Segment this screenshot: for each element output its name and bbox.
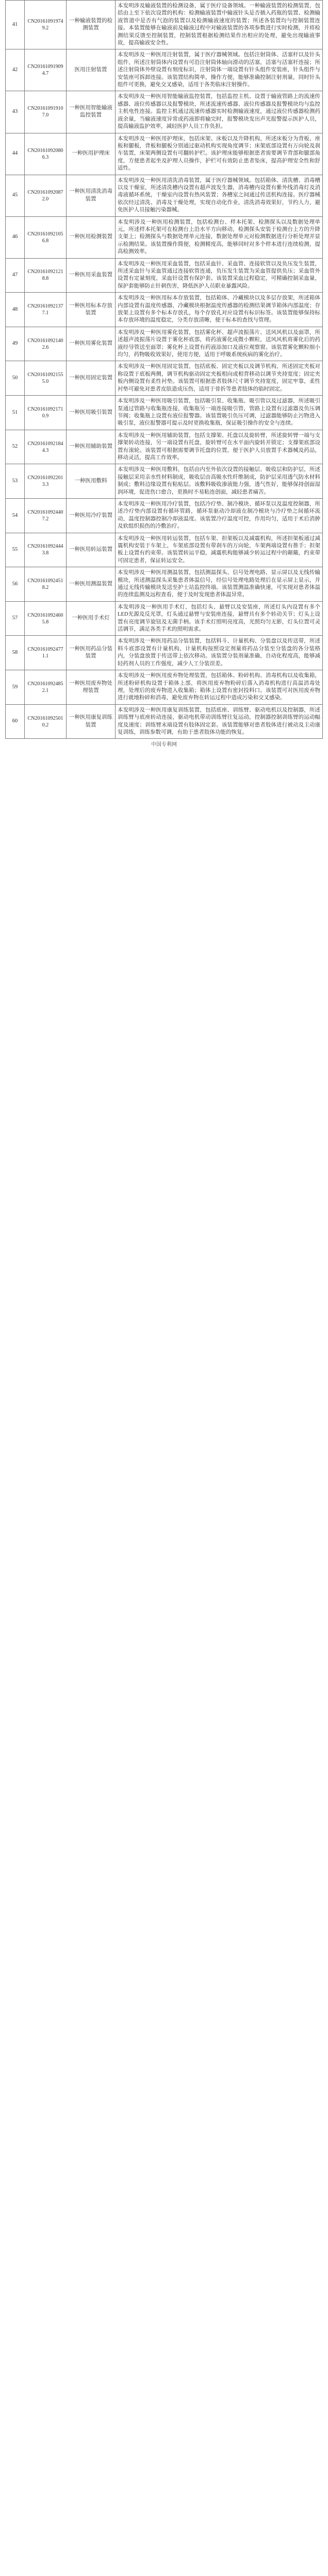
- patent-name: 一种医用手术灯: [67, 601, 116, 636]
- table-row: [6, 704, 323, 739]
- table-row: [6, 430, 323, 464]
- patent-abstract: 本发明涉及一种医用注射装置，属于医疗器械领域。包括注射筒体、活塞杆以及针头组件，所述注射筒体内设置有可沿注射筒体轴向滑动的活塞，活塞与活塞杆连接；所述注射筒体外壁设置有刻度标识，注射筒体一端设置有针头组件安装座，针头组件与安装座可拆卸连接。该装置结构简单，操作方便，能够准确控制注射剂量，同时针头组件可更换，避免交叉感染，适用于各类临床注射操作。: [116, 49, 323, 91]
- application-number: CN201610921555.0: [25, 361, 67, 396]
- row-number: 53: [6, 464, 25, 499]
- application-number: CN201610921710.9: [25, 396, 67, 430]
- row-number: 43: [6, 91, 25, 133]
- table-row: [6, 91, 323, 133]
- patent-abstract: 本发明涉及一种医用雾化装置，包括雾化杯、超声波振荡片、送风风机以及面罩，所述超声波振荡片设置于雾化杯底部，将药液雾化成微小颗粒，送风风机将雾化后的药液经导管送至面罩；雾化杯上设置有药液添加口及液位观察窗。该装置雾化颗粒细小均匀，药物吸收效果好，使用方便，适用于呼吸系统疾病的雾化治疗。: [116, 327, 323, 361]
- table-row: [6, 175, 323, 216]
- row-number: 58: [6, 636, 25, 670]
- patent-name: 一种医用测温装置: [67, 567, 116, 602]
- application-number: CN201610921056.8: [25, 216, 67, 258]
- table-row: [6, 464, 323, 499]
- patent-name: 一种医用辅助装置: [67, 430, 116, 464]
- patent-abstract: 本发明涉及一种医用测温装置，包括测温探头、信号处理电路、显示屏以及无线传输模块，所述测温探头采集患者体温信号，经信号处理电路处理后在显示屏上显示，并通过无线传输模块发送至护士站监控终端。该装置测温准确快速，可实现对患者体温的连续监测及远程查看，便于及时发现患者体温异常。: [116, 567, 323, 602]
- table-row: [6, 670, 323, 705]
- patent-name: 一种输液装置的检测装置: [67, 1, 116, 49]
- table-row: [6, 601, 323, 636]
- application-number: CN201610919094.7: [25, 49, 67, 91]
- row-number: 55: [6, 533, 25, 567]
- page-footer: 中国专利网: [151, 742, 177, 748]
- patent-abstract: 本发明涉及一种医用标本存放装置，包括箱体、冷藏模块以及多层存放架，所述箱体内部设置有温度传感器，冷藏模块根据温度传感器的检测结果调节箱体内部温度；存放架上设置有多个标本存放孔，每个存放孔对应设置有标识标签。该装置能够保持标本存放环境的温度稳定，分类存放清晰，便于标本的查找与管理。: [116, 293, 323, 327]
- patent-name: 一种医用固定装置: [67, 361, 116, 396]
- row-number: 54: [6, 498, 25, 533]
- application-number: CN201610924852.1: [25, 670, 67, 705]
- application-number: CN201610920872.0: [25, 175, 67, 216]
- patent-abstract: 本发明涉及一种医用固定装置，包括底板、固定夹板以及调节机构，所述固定夹板对称设置于底板两侧，调节机构驱动固定夹板相向或相背移动以调节夹持宽度；固定夹板内侧设置有柔性衬垫。该装置可根据患者肢体尺寸调节夹持宽度，固定牢靠，柔性衬垫可避免对患者皮肤造成压伤，适用于骨折等患者肢体的临时固定。: [116, 361, 323, 396]
- table-row: [6, 396, 323, 430]
- application-number: CN201610924443.8: [25, 533, 67, 567]
- row-number: 46: [6, 216, 25, 258]
- application-number: CN201610919749.2: [25, 1, 67, 49]
- application-number: CN201610921377.1: [25, 293, 67, 327]
- patent-abstract: 本发明涉及一种医用吸引装置，包括吸引泵、收集瓶、吸引管以及过滤器，所述吸引泵通过管路与收集瓶连接，收集瓶另一端连接吸引管，管路上设置有过滤器及负压调节阀；收集瓶上设置有液位报警器。该装置吸引负压可调，过滤器能够防止污物进入吸引泵，液位报警器可提示及时更换收集瓶，保证吸引操作的安全与连续。: [116, 396, 323, 430]
- application-number: CN201610922013.3: [25, 464, 67, 499]
- table-row: [6, 567, 323, 602]
- table-row: [6, 49, 323, 91]
- patent-name: 一种医用智能输液监控装置: [67, 91, 116, 133]
- table-row: [6, 533, 323, 567]
- patent-name: 一种医用标本存放装置: [67, 293, 116, 327]
- patent-abstract: 本发明涉及一种医用检测装置，包括检测台、样本托架、检测探头以及数据处理单元，所述样本托架可在检测台上沿水平方向移动，检测探头安装于检测台上方的升降支架上；检测探头与数据处理单元连接，数据处理单元对检测数据进行分析处理并显示检测结果。该装置操作简便，检测精度高，能够同时对多个样本进行连续检测，提高检测效率。: [116, 216, 323, 258]
- row-number: 44: [6, 133, 25, 175]
- table-row: [6, 258, 323, 293]
- patent-name: 一种医用雾化装置: [67, 327, 116, 361]
- patent-name: 一种医用采血装置: [67, 258, 116, 293]
- table-row: [6, 133, 323, 175]
- patent-name: 一种医用废弃物处理装置: [67, 670, 116, 705]
- patent-name: 一种医用药品分装装置: [67, 636, 116, 670]
- patent-name: 一种医用康复训练装置: [67, 704, 116, 739]
- row-number: 41: [6, 1, 25, 49]
- patent-name: 一种医用转运装置: [67, 533, 116, 567]
- table-row: [6, 1, 323, 49]
- row-number: 48: [6, 293, 25, 327]
- application-number: CN201610921402.6: [25, 327, 67, 361]
- patent-abstract: 本发明涉及一种医用护理床，包括床架、床板以及升降机构，所述床板分为背板、座板和腿板，背板和腿板分别通过驱动机构实现角度调节；床架底部设置有万向轮及刹车装置，床架两侧设置有可翻转护栏。该护理床能够根据患者需要调节背部和腿部角度，方便患者起坐及护理人员操作，护栏可有效防止患者坠床，提高护理安全性和舒适性。: [116, 133, 323, 175]
- patent-abstract: 本发明涉及一种医用康复训练装置，包括底座、训练臂、驱动电机以及控制器，所述训练臂与底座转动连接，驱动电机带动训练臂往复运动，控制器控制训练臂的运动幅度及速度；训练臂末端设置有肢体固定套。该装置能够对患者肢体进行被动及主动康复训练，训练参数可调，有助于患者肢体功能的恢复。: [116, 704, 323, 739]
- application-number: CN201610924518.2: [25, 567, 67, 602]
- row-number: 45: [6, 175, 25, 216]
- patent-name: 一种医用敷料: [67, 464, 116, 499]
- table-row: [6, 327, 323, 361]
- row-number: 49: [6, 327, 25, 361]
- patent-abstract: 本发明涉及一种医用药品分装装置，包括料斗、计量机构、分装盘以及传送带，所述料斗底部设置有计量机构，计量机构按照设定剂量将药品分装至分装盘的各分装格内，分装盘放置于传送带上依次移动。该装置分装剂量准确，自动化程度高，能够减轻药剂人员的工作强度，减少人工分装误差。: [116, 636, 323, 670]
- patent-name: 一种医用护理床: [67, 133, 116, 175]
- row-number: 51: [6, 396, 25, 430]
- patent-rows: [6, 1, 323, 739]
- application-number: CN201610920806.3: [25, 133, 67, 175]
- patent-abstract: 本发明涉及一种医用冷疗装置，包括冷疗垫、制冷模块、循环泵以及温度控制器，所述冷疗垫内部设置有循环管路，循环泵驱动冷却液在制冷模块与冷疗垫之间循环流动，温度控制器控制冷却液温度。该装置冷疗温度可控，作用均匀，适用于术后消肿及软组织损伤的冷敷治疗。: [116, 498, 323, 533]
- table-row: [6, 636, 323, 670]
- table-row: [6, 498, 323, 533]
- patent-abstract: 本发明涉及一种医用智能输液监控装置，包括监控主机、设置于输液管路上的流速传感器、液位传感器以及报警模块，所述流速传感器、液位传感器及报警模块均与监控主机电性连接。监控主机通过流速传感器实时检测输液速度，通过液位传感器检测药液余量，当输液速度异常或药液即将输完时，报警模块发出声光报警提示医护人员，提高输液监护效率，减轻医护人员工作负担。: [116, 91, 323, 133]
- application-number: CN201610924605.8: [25, 601, 67, 636]
- application-number: CN201610925010.2: [25, 704, 67, 739]
- application-number: CN201610921218.8: [25, 258, 67, 293]
- patent-abstract: 本发明涉及一种医用敷料，包括由内至外依次设置的接触层、吸收层和防护层，所述接触层采用亲水性材料制成，吸收层由高吸水性纤维制成，防护层采用透气防水材料制成；敷料边缘设置有粘贴层。该敷料吸收渗液能力强，透气性好，能够保持创面湿润环境，促进伤口愈合，更换时不易粘连创面，减轻患者痛苦。: [116, 464, 323, 499]
- row-number: 42: [6, 49, 25, 91]
- patent-name: 一种医用清洗消毒装置: [67, 175, 116, 216]
- row-number: 60: [6, 704, 25, 739]
- application-number: CN201610921844.3: [25, 430, 67, 464]
- patent-abstract: 本发明涉及一种医用转运装置，包括车架、担架板以及减震机构，所述担架板通过减震机构安装于车架上，车架底部设置有带刹车的万向轮，车架两端设置有推手；担架板上设置有约束带。该装置转运平稳，减震机构能够减少转运过程中的颠簸，约束带可固定患者，保证转运安全。: [116, 533, 323, 567]
- patent-name: 医用注射装置: [67, 49, 116, 91]
- row-number: 52: [6, 430, 25, 464]
- patent-abstract: 本发明涉及一种医用清洗消毒装置，属于医疗器械领域。包括箱体、清洗槽、消毒槽以及干燥室，所述清洗槽内设置有超声波发生器，消毒槽内设置有紫外线消毒灯及消毒液循环系统，干燥室内设置有热风装置；各槽室之间通过传送机构连接。医疗器械依次经过清洗、消毒及干燥处理，实现自动化作业，清洗消毒效果好，节约人力，避免医护人员接触污染器械。: [116, 175, 323, 216]
- patent-name: 一种医用吸引装置: [67, 396, 116, 430]
- application-number: CN201610924407.2: [25, 498, 67, 533]
- patent-abstract: 本发明涉及一种医用手术灯，包括灯头、悬臂以及安装座，所述灯头内设置有多个LED光源及反光罩，灯头通过悬臂与安装座连接，悬臂具有多个转动关节；灯头上设置有亮度调节旋钮及无菌手柄。该手术灯照明亮度高，光照均匀无影，灯头位置可灵活调节，满足各类手术的照明需求。: [116, 601, 323, 636]
- patent-name: 一种医用冷疗装置: [67, 498, 116, 533]
- table-row: [6, 293, 323, 327]
- table-row: [6, 216, 323, 258]
- row-number: 56: [6, 567, 25, 602]
- row-number: 57: [6, 601, 25, 636]
- row-number: 47: [6, 258, 25, 293]
- patent-sheet: [5, 0, 323, 750]
- table-row: [6, 361, 323, 396]
- application-number: CN201610919107.0: [25, 91, 67, 133]
- patent-abstract: 本发明涉及一种医用辅助装置，包括支撑架、托盘以及旋转臂，所述旋转臂一端与支撑架转动连接，另一端设置有托盘，旋转臂可在水平面内旋转并锁定；支撑架底部设置有滚轮。该装置可根据需要调节托盘的位置，便于医护人员放置手术器械及药品，移动灵活，提高工作效率。: [116, 430, 323, 464]
- patent-abstract: 本发明涉及输液装置的检测设备，属于医疗设备领域。一种输液装置的检测装置，包括由上至下依次设置的机构：检测输液装置中输液针头是否插入药瓶的装置、检测输液管道中是否有气泡的装置以及检测输液速度的装置；所述各装置均与控制装置连接。本装置能够在输液前及输液过程中对输液装置的各项参数进行实时检测，并将检测结果反馈至控制装置，控制装置根据检测结果作出相应的处理，避免出现输液事故，提高输液安全性。: [116, 1, 323, 49]
- application-number: CN201610924771.1: [25, 636, 67, 670]
- patent-abstract: 本发明涉及一种医用废弃物处理装置，包括箱体、粉碎机构、消毒机构以及收集箱，所述粉碎机构设置于箱体上部，将医用废弃物粉碎后落入消毒机构进行高温消毒处理，处理后的废弃物进入收集箱；箱体上设置有密封投料口。该装置可对医用废弃物进行就地粉碎和消毒，避免废弃物在转运过程中造成污染和交叉感染。: [116, 670, 323, 705]
- patent-abstract: 本发明涉及一种医用采血装置，包括采血针、采血管、连接软管以及负压发生装置，所述采血针与采血管通过连接软管连通，负压发生装置为采血管提供负压；采血管外设置有定量刻度，采血针设置有保护套。该装置采血过程稳定，可精确控制采血量，保护套能够防止针刺伤害，降低医护人员职业暴露风险。: [116, 258, 323, 293]
- row-number: 59: [6, 670, 25, 705]
- patent-name: 一种医用检测装置: [67, 216, 116, 258]
- row-number: 50: [6, 361, 25, 396]
- patent-table: [5, 0, 323, 739]
